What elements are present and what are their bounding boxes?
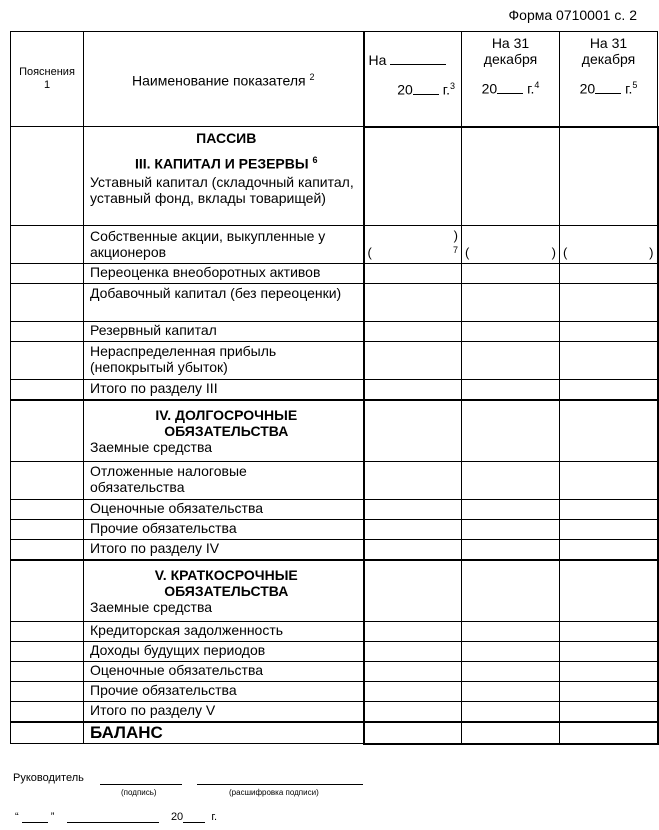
row-retained: Нераспределенная прибыль (непокрытый убыток) [84,342,364,380]
year-blank[interactable] [183,810,205,823]
signature-decode-line[interactable] [197,772,363,785]
row-ustav: Уставный капитал (складочный капитал, уставный фонд, вклады товарищей) [90,173,354,206]
table-row [11,662,658,682]
header-col1: На 20 г.$^3$ [364,32,462,127]
table-row [11,342,658,380]
table-row [11,400,658,462]
year-suffix: г. [211,811,218,823]
year-prefix: 20 [170,811,184,823]
row-deferred-tax: Отложенные налоговые обязательства [84,462,364,500]
table-row [11,540,658,560]
table-row: Собственные акции, выкупленные у акционеров ) 7 ( ( ) ( ) [11,226,658,264]
table-row [11,642,658,662]
section-4-title: IV. ДОЛГОСРОЧНЫЕ ОБЯЗАТЕЛЬСТВА [155,406,298,439]
balance-liabilities-table [10,31,659,745]
table-row [11,520,658,540]
form-title: Форма 0710001 с. 2 [508,7,637,23]
row-lt-other: Прочие обязательства [84,520,364,540]
header-col2: На 31 декабря 20 г.$^4$ [462,32,560,127]
quote-close: ” [50,811,55,823]
day-blank[interactable] [22,810,48,823]
table-row [11,500,658,520]
table-row [11,127,658,226]
signature-line[interactable] [100,772,182,785]
row-total-3: Итого по разделу III [84,380,364,400]
row-st-estimated: Оценочные обязательства [84,662,364,682]
row-balance: БАЛАНС [84,722,364,744]
row-total-4: Итого по разделу IV [84,540,364,560]
table-row [11,380,658,400]
row-revaluation: Переоценка внеоборотных активов [84,264,364,284]
date-line [15,810,217,823]
table-row [11,722,658,744]
month-blank[interactable] [67,810,159,823]
row-payables: Кредиторская задолженность [84,622,364,642]
table-row [11,622,658,642]
row-own-shares: Собственные акции, выкупленные у акционеров [84,226,364,264]
row-lt-loans: Заемные средства [90,438,213,455]
row-deferred-income: Доходы будущих периодов [84,642,364,662]
section-3-title: III. КАПИТАЛ И РЕЗЕРВЫ $^6$ [134,155,318,172]
section-5-title: V. КРАТКОСРОЧНЫЕ ОБЯЗАТЕЛЬСТВА [154,566,298,599]
header-notes: Пояснения 1 [11,32,84,127]
header-col3: На 31 декабря 20 г.$^5$ [560,32,658,127]
table-row [11,322,658,342]
row-st-other: Прочие обязательства [84,682,364,702]
table-row [11,682,658,702]
table-row [11,702,658,722]
section-passive: ПАССИВ [196,130,257,146]
row-added-capital: Добавочный капитал (без переоценки) [84,284,364,322]
quote-open: “ [15,811,19,823]
row-reserve: Резервный капитал [84,322,364,342]
row-lt-estimated: Оценочные обязательства [84,500,364,520]
table-row [11,284,658,322]
header-row [11,32,658,127]
row-total-5: Итого по разделу V [84,702,364,722]
sign-caption: (подпись) [121,788,157,797]
table-row [11,462,658,500]
header-name: Наименование показателя $^2$ [84,32,364,127]
decode-caption: (расшифровка подписи) [229,788,319,797]
row-st-loans: Заемные средства [90,598,213,615]
table-row [11,264,658,284]
table-row [11,560,658,622]
head-label: Руководитель [13,772,84,784]
